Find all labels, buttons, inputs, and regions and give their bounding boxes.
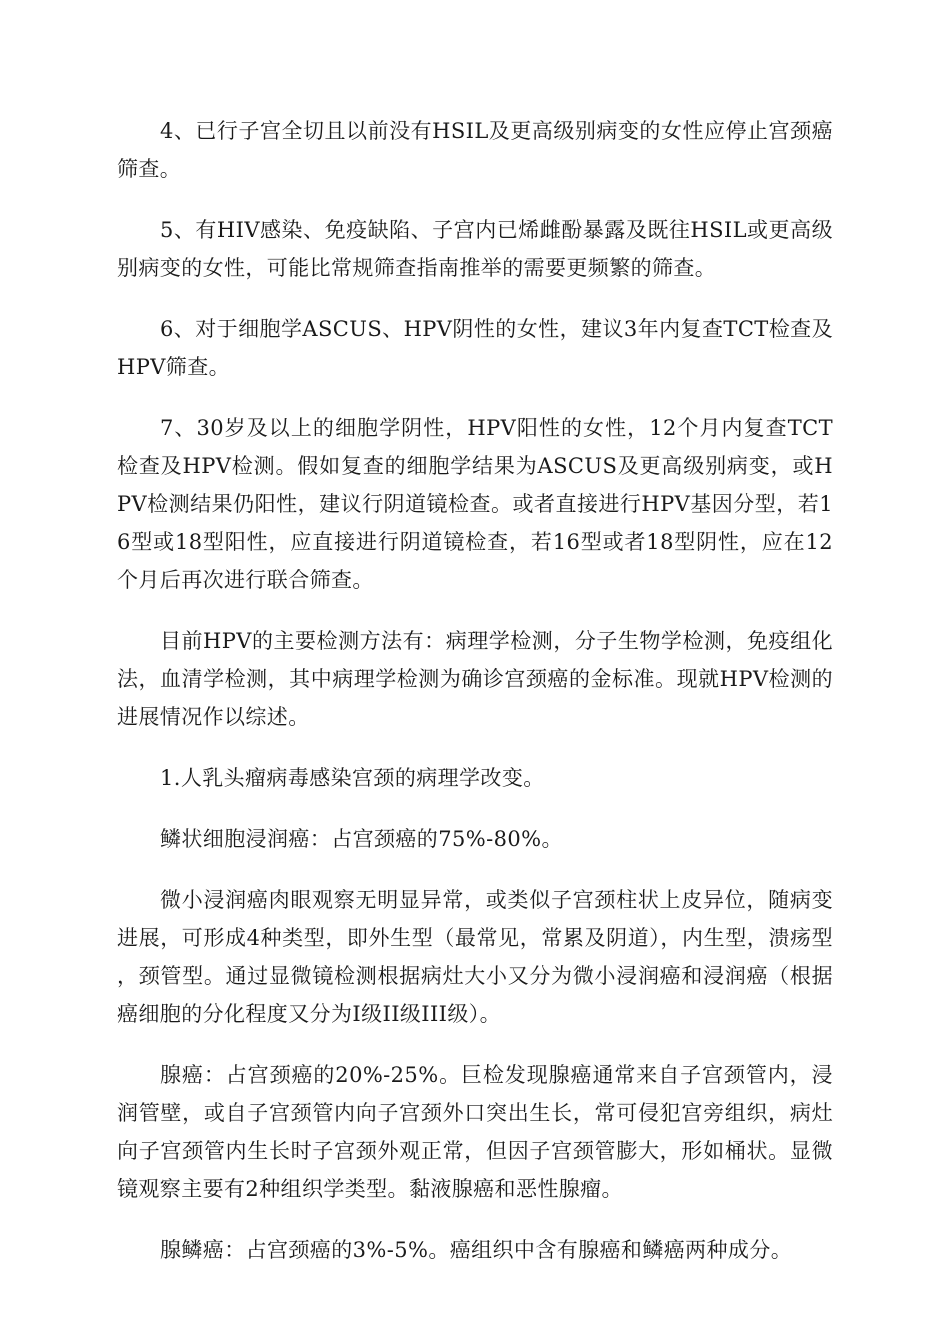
paragraph-screening-high-risk: 5、有HIV感染、免疫缺陷、子宫内已烯雌酚暴露及既往HSIL或更高级别病变的女性，可能比常规筛查指南推举的需要更频繁的筛查。 [117, 218, 833, 280]
paragraph-screening-ascus: 6、对于细胞学ASCUS、HPV阴性的女性，建议3年内复查TCT检查及HPV筛查。 [117, 317, 833, 379]
paragraph-screening-hysterectomy: 4、已行子宫全切且以前没有HSIL及更高级别病变的女性应停止宫颈癌筛查。 [117, 119, 833, 181]
document-page [117, 112, 833, 1292]
paragraph-microinvasive: 微小浸润癌肉眼观察无明显异常，或类似子宫颈柱状上皮异位，随病变进展，可形成4种类型，即外生型（最常见，常累及阴道），内生型，溃疡型，颈管型。通过显微镜检测根据病灶大小又分为微小浸润癌和浸润癌（根据癌细胞的分化程度又分为I级II级III级）。 [117, 888, 833, 1026]
paragraph-screening-hpv-positive: 7、30岁及以上的细胞学阴性，HPV阳性的女性，12个月内复查TCT检查及HPV检测。假如复查的细胞学结果为ASCUS及更高级别病变，或HPV检测结果仍阳性，建议行阴道镜检查。或者直接进行HPV基因分型，若16型或18型阳性，应直接进行阴道镜检查，若16型或者18型阴性，应在12个月后再次进行联合筛查。 [117, 416, 833, 592]
paragraph-squamous-carcinoma: 鳞状细胞浸润癌：占宫颈癌的75%-80%。 [160, 827, 563, 851]
paragraph-adenosquamous: 腺鳞癌：占宫颈癌的3%-5%。癌组织中含有腺癌和鳞癌两种成分。 [160, 1238, 793, 1262]
section-heading-pathology: 1.人乳头瘤病毒感染宫颈的病理学改变。 [160, 766, 545, 790]
paragraph-adenocarcinoma: 腺癌：占宫颈癌的20%-25%。巨检发现腺癌通常来自子宫颈管内，浸润管壁，或自子宫颈管内向子宫颈外口突出生长，常可侵犯宫旁组织，病灶向子宫颈管内生长时子宫颈外观正常，但因子宫颈管膨大，形如桶状。显微镜观察主要有2种组织学类型。黏液腺癌和恶性腺瘤。 [117, 1063, 833, 1201]
paragraph-detection-methods: 目前HPV的主要检测方法有：病理学检测，分子生物学检测，免疫组化法，血清学检测，其中病理学检测为确诊宫颈癌的金标准。现就HPV检测的进展情况作以综述。 [117, 629, 833, 729]
